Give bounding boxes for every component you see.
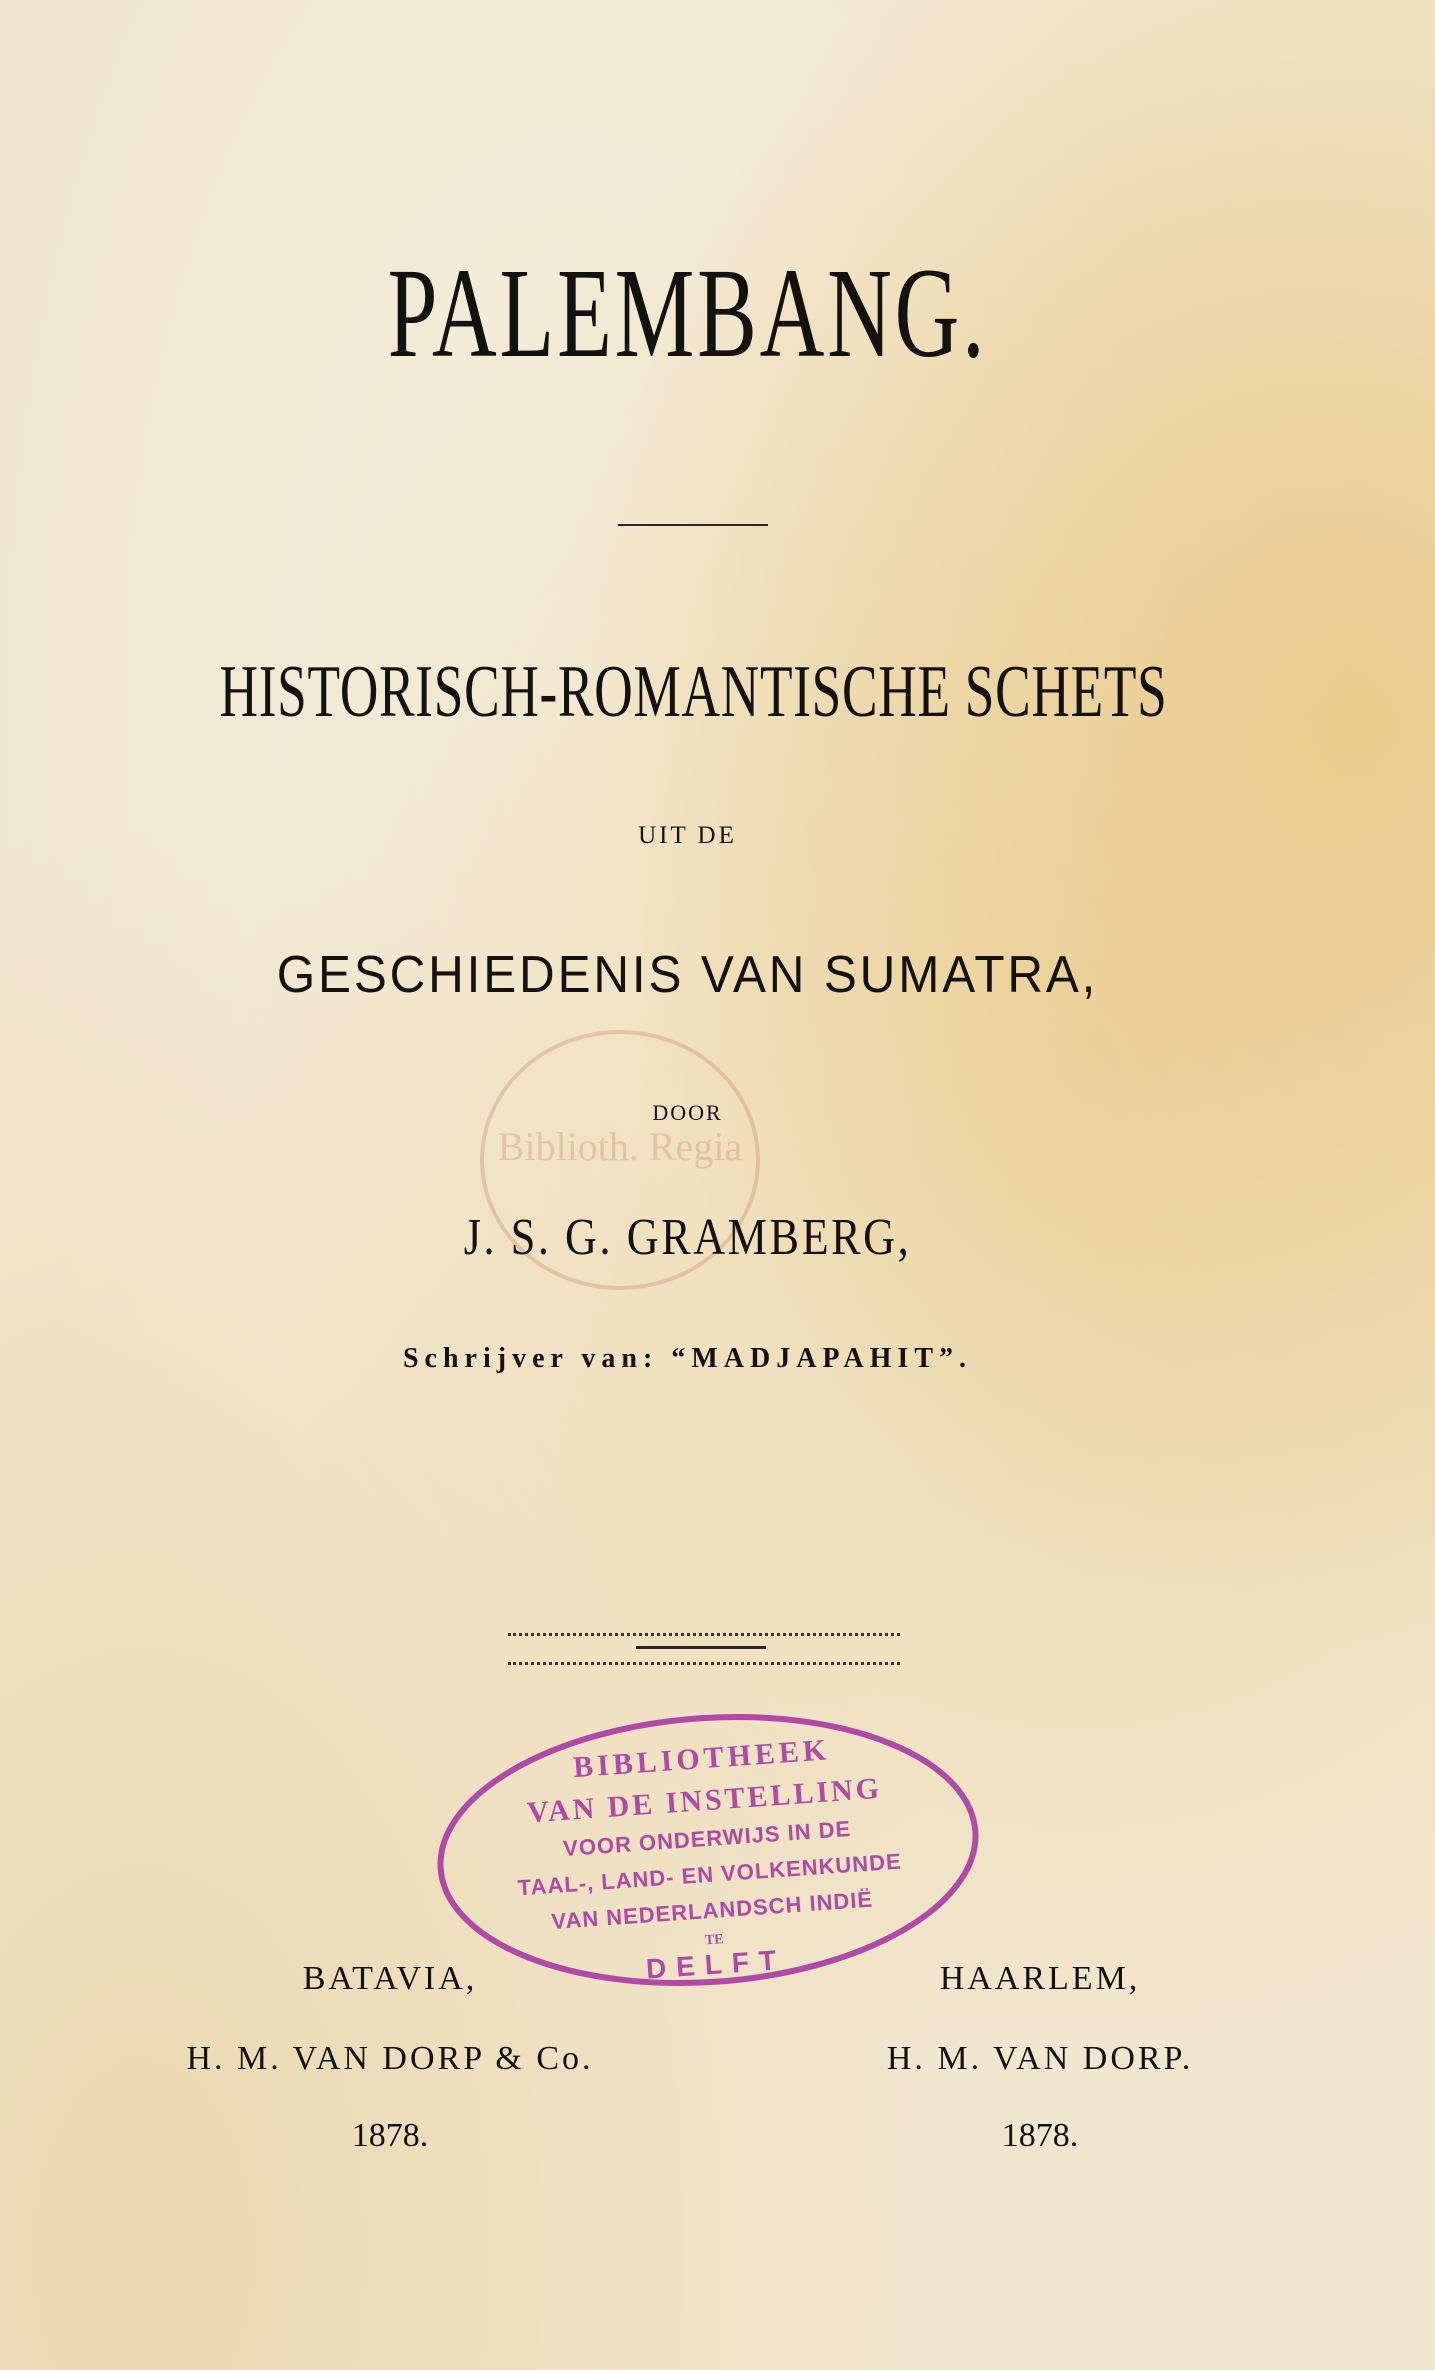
ornament-dotted-rule-bottom (508, 1662, 900, 1665)
stamp-line-4: TAAL-, LAND- EN VOLKENKUNDE (516, 1848, 903, 1901)
ornament-rule-middle (636, 1646, 766, 1649)
faint-stamp-text: Biblioth. Regia (497, 1124, 743, 1169)
imprint-left-place: BATAVIA, (302, 1960, 478, 1997)
imprint-right-place: HAARLEM, (939, 1960, 1141, 1997)
imprint-right-year: 1878. (1001, 2117, 1079, 2154)
book-title: PALEMBANG. (387, 242, 988, 384)
library-stamp (428, 1700, 988, 2000)
author-name: J. S. G. GRAMBERG, (463, 1209, 912, 1266)
title-rule (618, 524, 768, 526)
stamp-line-3: VOOR ONDERWIJS IN DE (562, 1815, 852, 1862)
stamp-line-1: BIBLIOTHEEK (572, 1733, 832, 1785)
author-credit: Schrijver van: “MADJAPAHIT”. (402, 1343, 973, 1374)
imprint-right-publisher: H. M. VAN DORP. (886, 2040, 1194, 2077)
by-label: DOOR (652, 1100, 723, 1125)
subtitle-connector: UIT DE (638, 822, 737, 849)
stamp-line-5: VAN NEDERLANDSCH INDIË (550, 1886, 874, 1935)
subtitle-continuation: GESCHIEDENIS VAN SUMATRA, (276, 946, 1099, 1004)
stamp-line-2: VAN DE INSTELLING (526, 1771, 884, 1830)
stamp-line-7: DELFT (644, 1943, 788, 1985)
stamp-line-6: TE (704, 1932, 725, 1949)
ornament-dotted-rule-top (508, 1633, 900, 1636)
book-subtitle: HISTORISCH-ROMANTISCHE SCHETS (219, 651, 1168, 733)
imprint-left-year: 1878. (351, 2117, 429, 2154)
imprint-left-publisher: H. M. VAN DORP & Co. (186, 2040, 594, 2077)
